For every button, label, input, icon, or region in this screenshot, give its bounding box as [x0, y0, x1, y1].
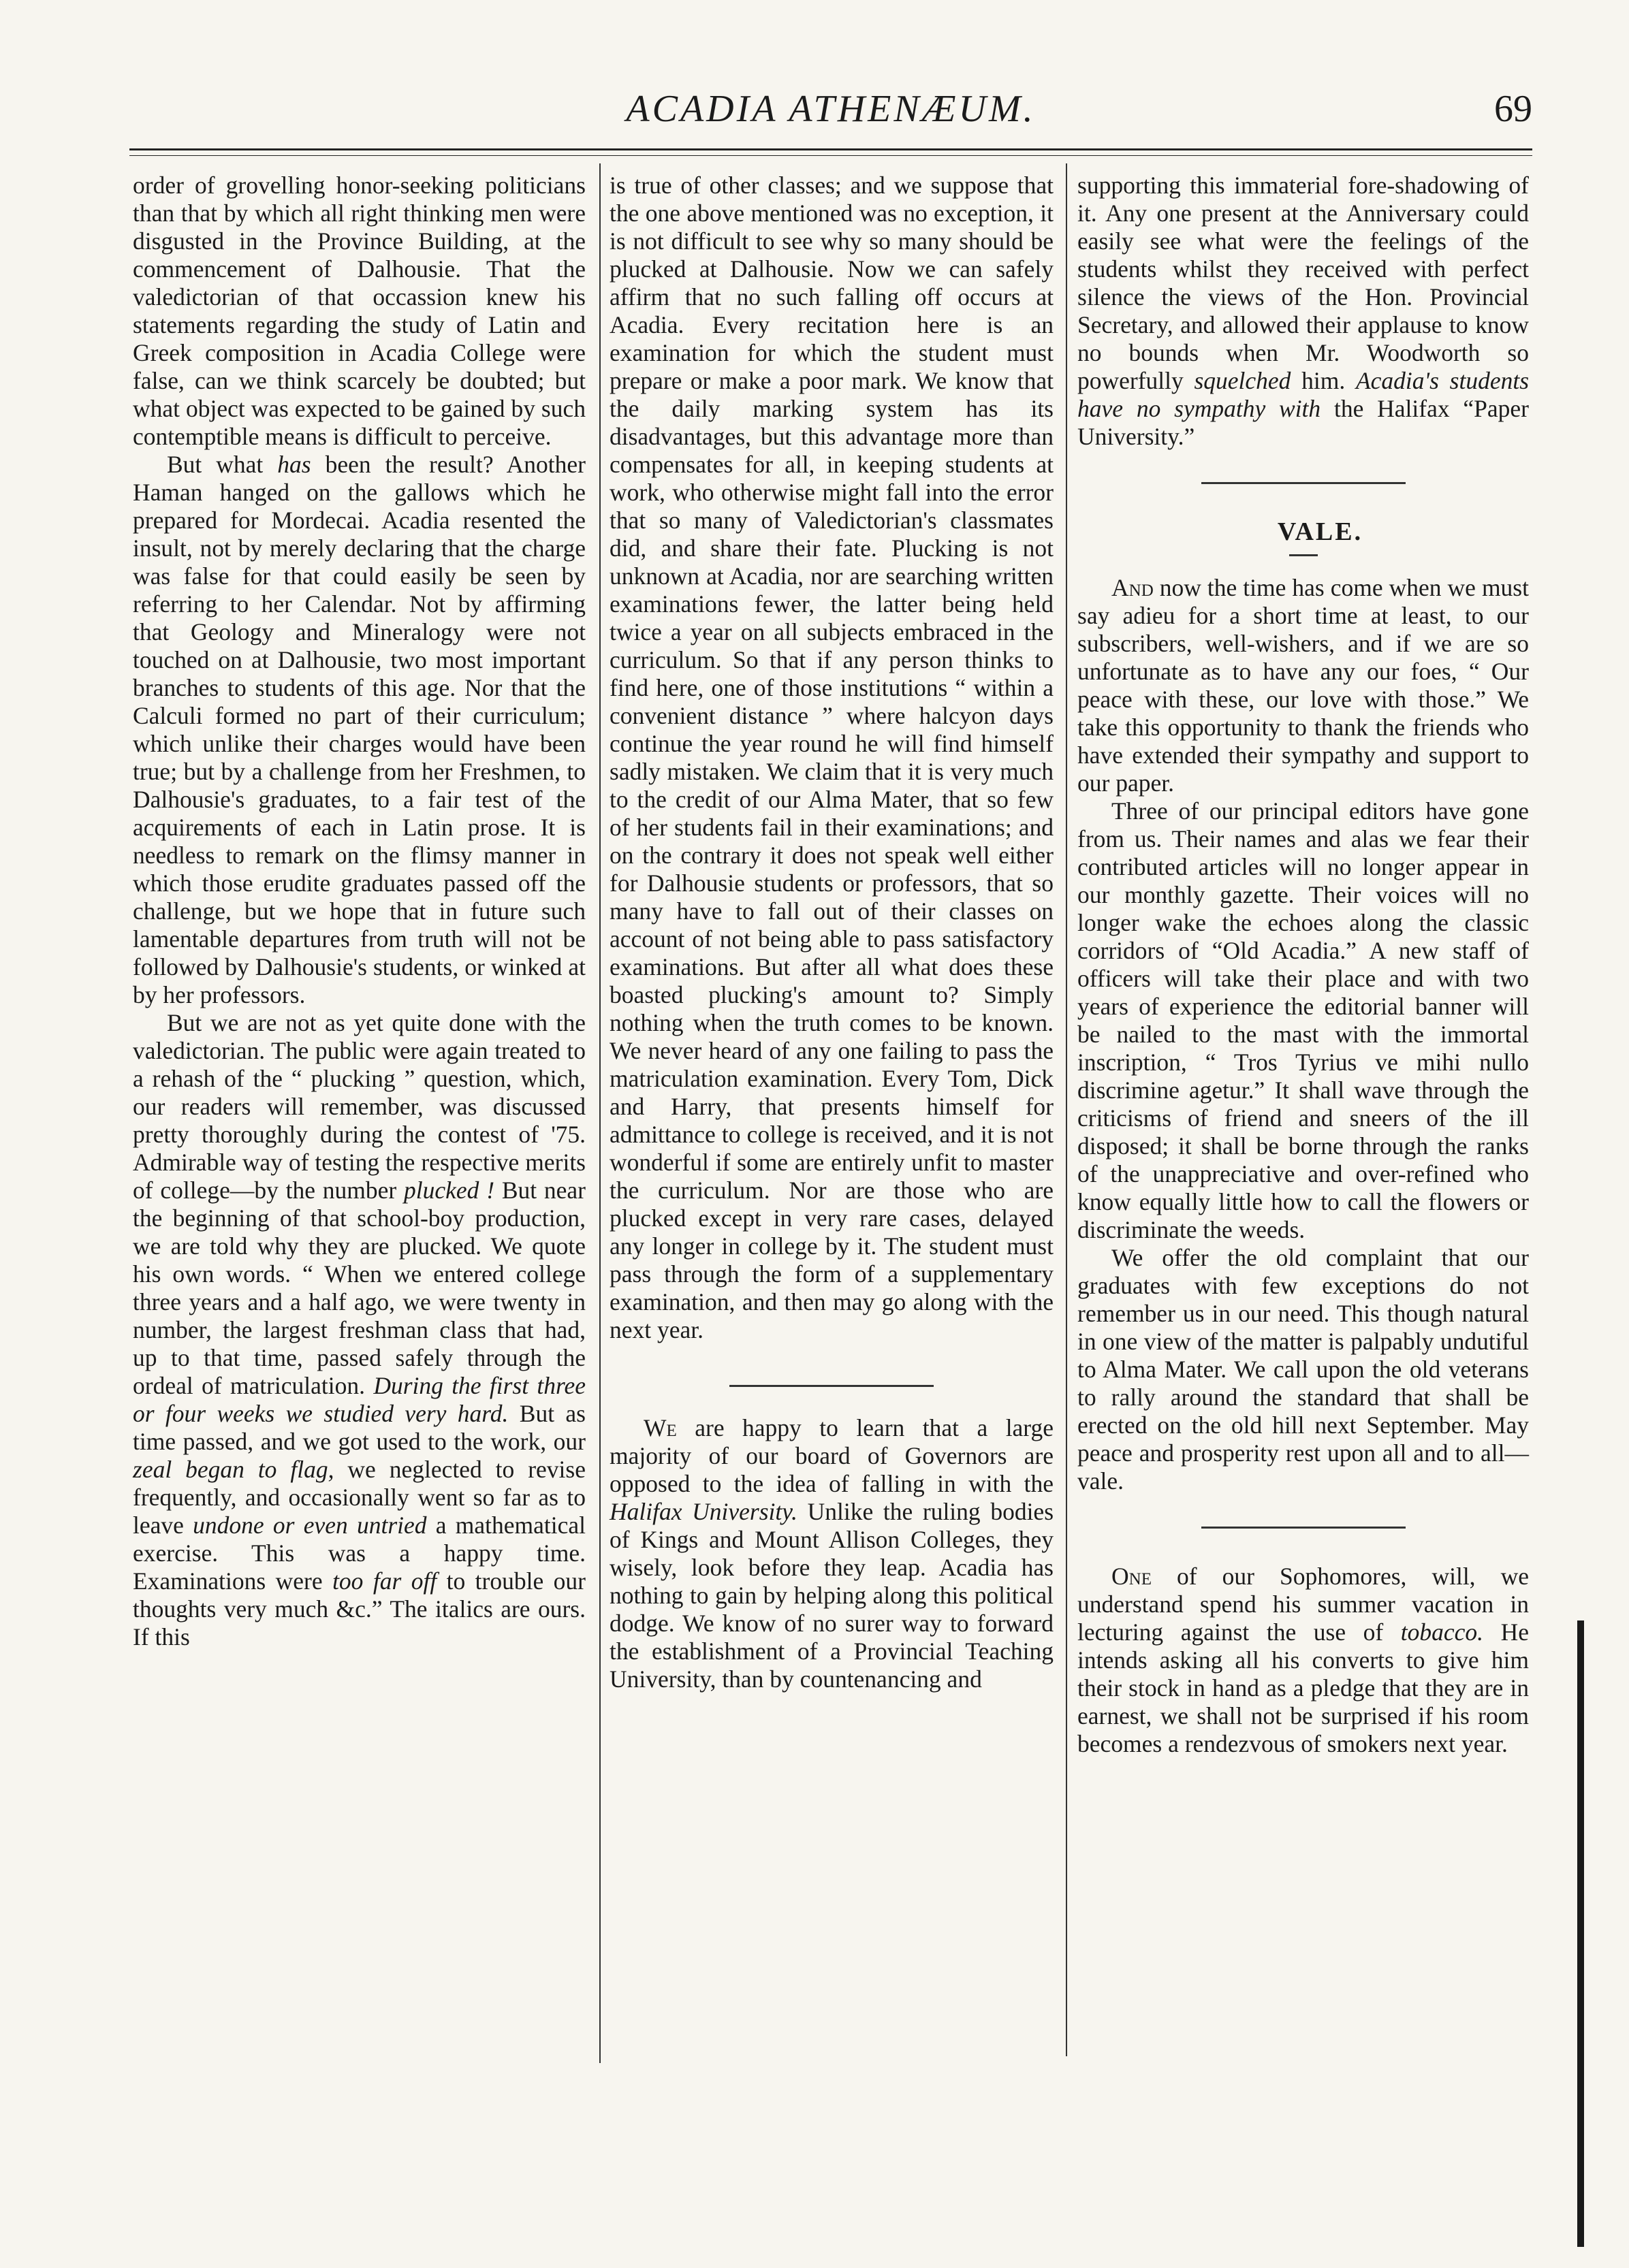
column-1 — [133, 172, 586, 1651]
section-separator — [1201, 1527, 1406, 1529]
journal-title: ACADIA ATHENÆUM. — [626, 88, 1036, 130]
section-separator — [729, 1385, 934, 1387]
col1-paragraph-2: But what has been the result? Another Haman hanged on the gallows which he prepared for Mordecai. Acadia resented the insult, not by merely declaring that the charge was false for that could easily be seen by referring to her Calendar. Not by affirming that Geology and Mineralogy were not touched on at Dalhousie, two most important branches to students of this age. Nor that the Calculi formed no part of their curriculum; which unlike their charges would have been true; but by a challenge from her Freshmen, to Dalhousie's graduates, to a fair test of the acquirements of each in Latin prose. It is needless to remark on the flimsy manner in which those erudite graduates passed off the challenge, but we hope that in future such lamentable departures from truth will not be followed by Dalhousie's students, or winked at by her professors. — [133, 451, 586, 1008]
col3-paragraph-5: One of our Sophomores, will, we understand spend his summer vacation in lecturing against the use of tobacco. He intends asking all his converts to give him their stock in hand as a pledge that they are in earnest, we shall not be surprised if his room becomes a rendezvous of smokers next year. — [1077, 1563, 1530, 1757]
page-edge-bar — [1577, 1620, 1584, 2247]
column-2 — [610, 172, 1054, 1693]
col2-paragraph-2: We are happy to learn that a large majority of our board of Governors are opposed to the idea of falling in with the Halifax University. Unlike the ruling bodies of Kings and Mount Allison Colleges, they wisely, look before they leap. Acadia has nothing to gain by helping along this political dodge. We know of no surer way to forward the establishment of a Provincial Teaching University, than by countenancing and — [610, 1414, 1054, 1693]
page-number: 69 — [1494, 88, 1532, 130]
heading-rule — [1289, 554, 1318, 556]
col3-paragraph-2: And now the time has come when we must say adieu for a short time at least, to our subscribers, well-wishers, and if we are so unfortunate as to have any our foes, “ Our peace with these, our love with those.” We take this opportunity to thank the friends who have extended their sympathy and support to our paper. — [1077, 574, 1529, 797]
column-divider-left — [599, 163, 601, 2063]
col3-paragraph-1: supporting this immaterial fore-shadowing of it. Any one present at the Anniversary could easily see what were the feelings of the students whilst they received with perfect silence the views of the Hon. Provincial Secretary, and allowed their applause to know no bounds when Mr. Woodworth so powerfully squelched him. Acadia's students have no sympathy with the Halifax “Paper University.” — [1077, 172, 1530, 450]
col2-paragraph-1: is true of other classes; and we suppose that the one above mentioned was no exception, it is not difficult to see why so many should be plucked at Dalhousie. Now we can safely affirm that no such falling off occurs at Acadia. Every recitation here is an examination for which the student must prepare or make a poor mark. We know that the daily marking system has its disadvantages, but this advantage more than compensates for all, in keeping students at work, who otherwise might fall into the error that so many of Valedictorian's classmates did, and share their fate. Plucking is not unknown at Acadia, nor are searching written examinations fewer, the latter being held twice a year on all subjects embraced in the curriculum. So that if any person thinks to find here, one of those institutions “ within a convenient distance ” where halcyon days continue the year round he will find himself sadly mistaken. We claim that it is very much to the credit of our Alma Mater, that so few of her students fail in their examinations; and on the contrary it does not speak well either for Dalhousie students or professors, that so many have to fall out of their classes on account of not being able to pass satisfactory examinations. But after all what does these boasted plucking's amount to? Simply nothing when the truth comes to be known. We never heard of any one failing to pass the matriculation examination. Every Tom, Dick and Harry, that presents himself for admittance to college is received, and it is not wonderful if some are entirely unfit to master the curriculum. Nor are those who are plucked except in very rare cases, delayed any longer in college by it. The student must pass through the form of a supplementary examination, and then may go along with the next year. — [610, 172, 1054, 1343]
header-rule-thick — [129, 148, 1532, 150]
col3-paragraph-3: Three of our principal editors have gone from us. Their names and alas we fear their contributed articles will no longer appear in our monthly gazette. Their voices will no longer wake the echoes along the classic corridors of “Old Acadia.” A new staff of officers will take their place and with two years of experience the editorial banner will be nailed to the mast with the immortal inscription, “ Tros Tyrius ve mihi nullo discrimine agetur.” It shall wave through the criticisms of friend and sneers of the ill disposed; it shall be borne through the ranks of the unappreciative and over-refined who know equally little how to call the flowers or discriminate the weeds. — [1077, 797, 1529, 1243]
header-rule-thin — [129, 155, 1532, 156]
col1-paragraph-1: order of grovelling honor-seeking politicians than that by which all right thinking men were disgusted in the Province Building, at the commencement of Dalhousie. That the valedictorian of that occassion knew his statements regarding the study of Latin and Greek composition in Acadia College were false, can we think scarcely be doubted; but what object was expected to be gained by such contemptible means is difficult to perceive. — [133, 172, 586, 450]
page-header — [129, 87, 1532, 142]
col3-paragraph-4: We offer the old complaint that our graduates with few exceptions do not remember us in our need. This though natural in one view of the matter is palpably undutiful to Alma Mater. We call upon the old veterans to rally around the standard that shall be erected on the old hill next September. May peace and prosperity rest upon all and to all—vale. — [1077, 1244, 1529, 1495]
column-divider-right — [1066, 163, 1067, 2056]
section-separator — [1201, 482, 1406, 484]
col1-paragraph-3: But we are not as yet quite done with the valedictorian. The public were again treated to a rehash of the “ plucking ” question, which, our readers will remember, was discussed pretty thoroughly during the contest of '75. Admirable way of testing the respective merits of college—by the number plucked ! But near the beginning of that school-boy production, we are told why they are plucked. We quote his own words. “ When we entered college three years and a half ago, we were twenty in number, the largest freshman class that had, up to that time, passed safely through the ordeal of matriculation. During the first three or four weeks we studied very hard. But as time passed, and we got used to the work, our zeal began to flag, we neglected to revise frequently, and occasionally went so far as to leave undone or even untried a mathematical exercise. This was a happy time. Examinations were too far off to trouble our thoughts very much &c.” The italics are ours. If this — [133, 1009, 586, 1650]
column-3 — [1077, 172, 1529, 1758]
vale-heading: VALE. — [1277, 517, 1363, 546]
